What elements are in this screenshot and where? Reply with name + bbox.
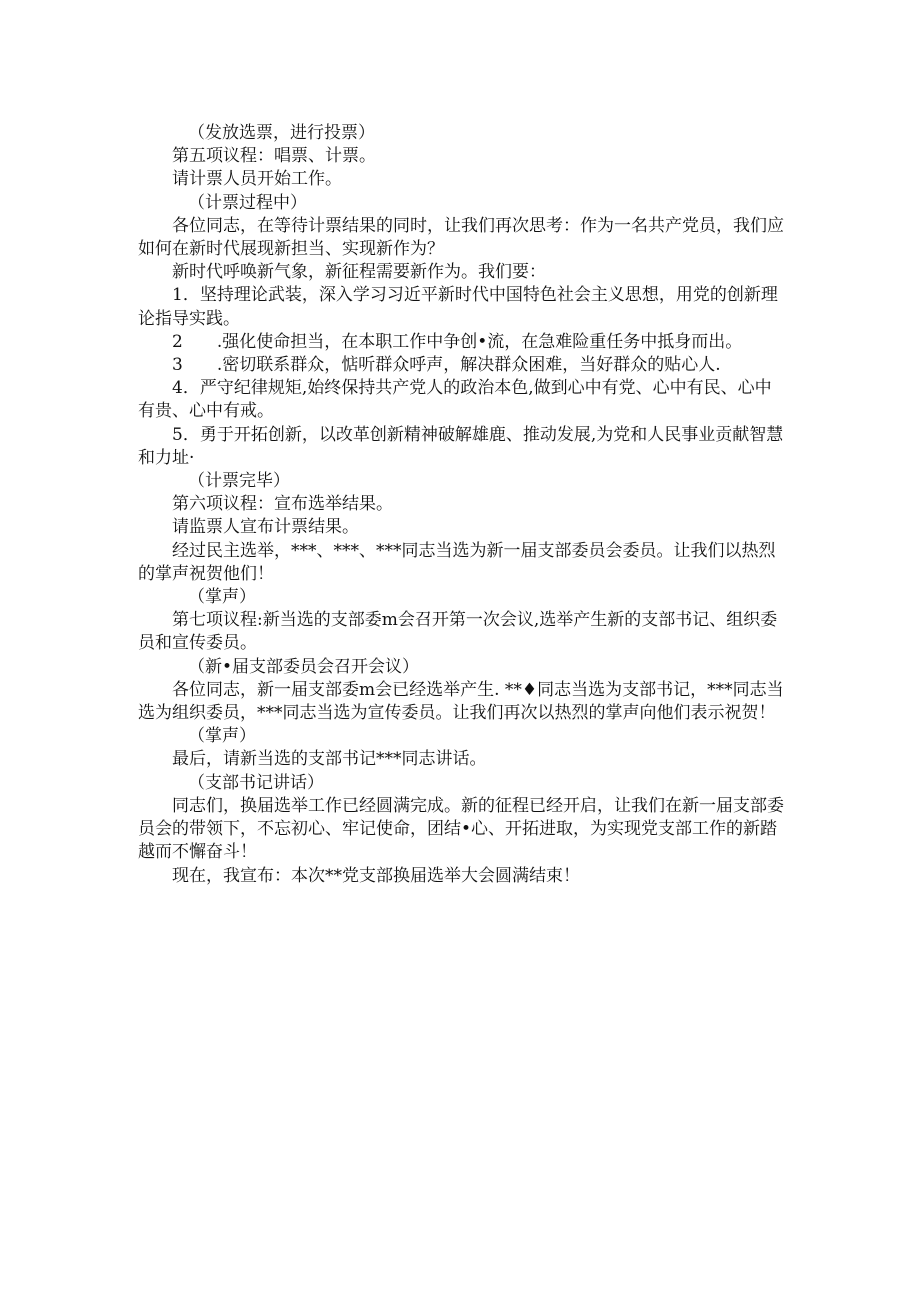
announce-instruction: 请监票人宣布计票结果。 (172, 517, 359, 538)
closing-announcement: 现在，我宣布：本次**党支部换届选举大会圆满结束！ (172, 865, 580, 886)
stage-direction-counting: （计票过程中） (188, 192, 307, 213)
list-item-4: 4．严守纪律规矩,始终保持共产党人的政治本色,做到心中有党、心中有民、心中有贵、心中有戒。 (138, 378, 772, 422)
stage-direction-voting: （发放选票，进行投票） (188, 123, 375, 143)
stage-direction-applause-1: （掌声） (188, 587, 256, 608)
secretary-speech-intro: 最后，请新当选的支部书记***同志讲话。 (172, 749, 487, 770)
stage-direction-committee-meeting: （新•届支部委员会召开会议） (188, 656, 420, 677)
new-era-paragraph: 新时代呼唤新气象，新征程需要新作为。我们要： (172, 262, 546, 283)
election-result-paragraph: 经过民主选举，***、***、***同志当选为新一届支部委员会委员。让我们以热烈的掌声祝贺他们！ (138, 540, 776, 584)
list-item-3: 3 .密切联系群众，惦听群众呼声，解决群众困难，当好群众的贴心人. (172, 355, 721, 376)
counting-instruction: 请计票人员开始工作。 (172, 169, 342, 190)
list-item-2: 2 .强化使命担当，在本职工作中争创•流，在急难险重任务中抵身而出。 (172, 331, 743, 352)
closing-paragraph: 同志们，换届选举工作已经圆满完成。新的征程已经开启，让我们在新一届支部委员会的带领下，不忘初心、牢记使命，团结•心、开拓进取，为实现党支部工作的新踏越而不懈奋斗！ (138, 795, 784, 863)
agenda-item-7: 第七项议程:新当选的支部委m会召开第一次会议,选举产生新的支部书记、组织委员和宣传委员。 (138, 610, 778, 654)
stage-direction-counting-done: （计票完毕） (188, 471, 290, 492)
list-item-5: 5．勇于开拓创新，以改革创新精神破解雄鹿、推动发展,为党和人民事业贡献智慧和力址· (138, 424, 784, 468)
stage-direction-applause-2: （掌声） (188, 726, 256, 747)
list-item-1: 1．坚持理论武装，深入学习习近平新时代中国特色社会主义思想，用党的创新理论指导实践。 (138, 285, 778, 329)
reflection-paragraph: 各位同志，在等待计票结果的同时，让我们再次思考：作为一名共产党员，我们应如何在新时代展现新担当、实现新作为？ (138, 215, 784, 260)
stage-direction-secretary-speech: （支部书记讲话） (188, 772, 324, 793)
agenda-item-5: 第五项议程：唱票、计票。 (172, 146, 376, 167)
committee-result-paragraph: 各位同志，新一届支部委m会已经选举产生. **♦同志当选为支部书记，***同志当选为组织委员，***同志当选为宣传委员。让我们再次以热烈的掌声向他们表示祝贺！ (138, 679, 784, 724)
document-body (138, 122, 788, 888)
agenda-item-6: 第六项议程：宣布选举结果。 (172, 494, 393, 515)
